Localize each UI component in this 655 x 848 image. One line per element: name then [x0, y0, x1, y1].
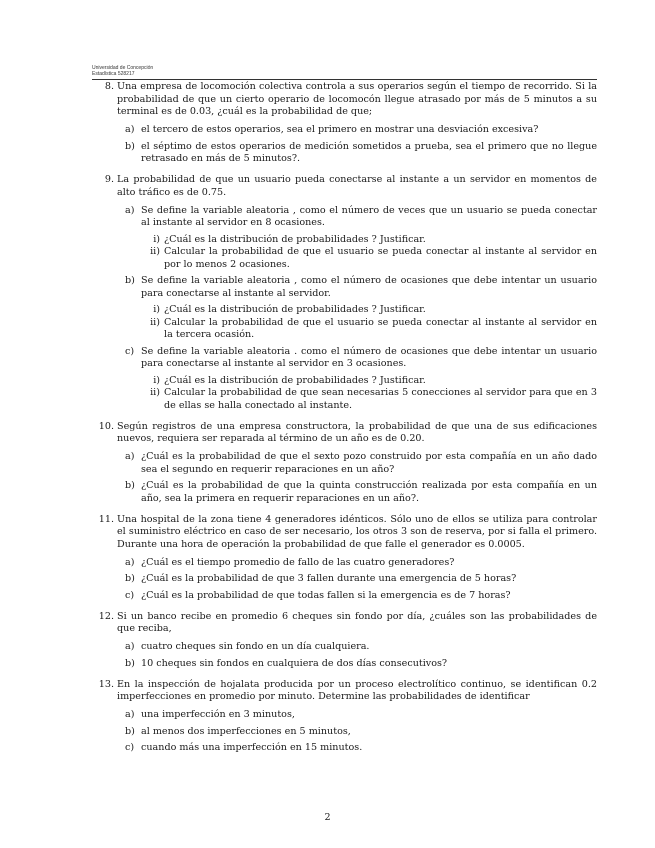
page-number: 2	[324, 812, 331, 823]
item-text: ¿Cuál es el tiempo promedio de fallo de las cuatro generadores?	[141, 556, 455, 568]
header-university: Universidad de Concepción	[92, 65, 154, 71]
subitem-text: Calcular la probabilidad de que sean necesarias 5 conecciones al servidor para que en 3 de ellas se halla conectado al instante.	[164, 387, 597, 411]
item-text: el tercero de estos operarios, sea el primero en mostrar una desviación excesiva?	[141, 124, 539, 135]
subitem-label: ii)	[150, 387, 160, 398]
item-text: Se define la variable aleatoria , como el número de ocasiones que debe intentar un usuario para conectarse al instante al servidor.	[141, 275, 597, 299]
problem-item	[117, 557, 597, 570]
item-label: c)	[125, 742, 135, 753]
problem-item	[117, 480, 597, 505]
header-course: Estadística 528217	[92, 71, 135, 77]
subitem-label: ii)	[150, 316, 160, 328]
item-label: c)	[125, 589, 135, 601]
item-label: b)	[125, 657, 135, 669]
subitem-label: ii)	[150, 246, 160, 257]
problem-item	[117, 275, 597, 342]
subitem	[141, 375, 597, 388]
subitem-text: ¿Cuál es la distribución de probabilidades ? Justificar.	[164, 233, 426, 245]
subitem	[141, 246, 597, 271]
problem-item	[117, 726, 597, 739]
subitem	[141, 317, 597, 342]
item-label: a)	[125, 124, 135, 135]
item-text: ¿Cuál es la probabilidad de que la quinta construcción realizada por esta compañía en un año, sea la primera en requerir reparaciones en un año?.	[141, 480, 597, 504]
problem-item	[117, 205, 597, 272]
item-label: b)	[125, 480, 135, 491]
problem-item	[117, 346, 597, 413]
item-label: c)	[125, 345, 135, 357]
subitem	[141, 304, 597, 317]
problem-item	[117, 141, 597, 166]
item-text: ¿Cuál es la probabilidad de que el sexto pozo construido por esta compañía en un año dado sea el segundo en requerir reparaciones en un año?	[141, 451, 597, 475]
subitem-label: i)	[153, 233, 160, 245]
page-header	[92, 65, 153, 77]
item-text: cuando más una imperfección en 15 minutos.	[141, 742, 363, 753]
problem-statement: La probabilidad de que un usuario pueda conectarse al instante a un servidor en momentos de alto tráfico es de 0.75.	[117, 174, 597, 198]
item-text: 10 cheques sin fondos en cualquiera de dos días consecutivos?	[141, 657, 448, 669]
subitem-text: ¿Cuál es la distribución de probabilidades ? Justificar.	[164, 374, 426, 386]
item-text: al menos dos imperfecciones en 5 minutos,	[141, 725, 351, 737]
item-text: una imperfección en 3 minutos,	[141, 709, 295, 720]
problem-item	[117, 658, 597, 671]
header-rule	[92, 79, 597, 80]
subitem	[141, 234, 597, 247]
problem-number: 9.	[104, 174, 114, 185]
problem-11	[92, 514, 597, 603]
item-label: a)	[125, 709, 135, 720]
problem-item	[117, 451, 597, 476]
problem-8	[92, 81, 597, 166]
item-text: ¿Cuál es la probabilidad de que todas fallen si la emergencia es de 7 horas?	[141, 589, 511, 601]
problem-number: 10.	[98, 420, 114, 432]
problem-10	[92, 421, 597, 506]
subitem-text: Calcular la probabilidad de que el usuario se pueda conectar al instante al servidor en por lo menos 2 ocasiones.	[164, 246, 597, 270]
subitem-label: i)	[153, 374, 160, 386]
item-label: a)	[125, 641, 135, 652]
item-text: Se define la variable aleatoria , como el número de veces que un usuario se pueda conectar al instante al servidor en 8 ocasiones.	[141, 204, 597, 228]
problem-9	[92, 174, 597, 412]
subitem-label: i)	[153, 304, 160, 315]
problem-number: 13.	[98, 678, 114, 690]
problem-statement: Según registros de una empresa constructora, la probabilidad de que una de sus edificaciones nuevos, requiera ser reparada al término de un año es de 0.20.	[117, 420, 597, 444]
item-label: a)	[125, 556, 135, 568]
item-text: el séptimo de estos operarios de medición sometidos a prueba, sea el primero que no llegue retrasado en más de 5 minutos?.	[141, 140, 597, 164]
subitem	[141, 387, 597, 412]
item-text: ¿Cuál es la probabilidad de que 3 fallen durante una emergencia de 5 horas?	[141, 573, 517, 584]
item-label: b)	[125, 725, 135, 737]
problem-item	[117, 124, 597, 137]
item-text: Se define la variable aleatoria . como el número de ocasiones que debe intentar un usuario para conectarse al instante al servidor en 3 ocasiones.	[141, 345, 597, 369]
item-label: a)	[125, 204, 135, 216]
problem-statement: Una empresa de locomoción colectiva controla a sus operarios según el tiempo de recorrido. Si la probabilidad de que un cierto operario de locomocón llegue atrasado por más de 5 minutos a su terminal es de 0.03, ¿cuál es la probabilidad de que;	[117, 81, 597, 117]
problem-number: 8.	[104, 81, 114, 92]
problem-item	[117, 573, 597, 586]
problem-item	[117, 590, 597, 603]
problem-item	[117, 742, 597, 755]
problem-list	[92, 81, 597, 755]
item-label: b)	[125, 275, 135, 286]
problem-statement: En la inspección de hojalata producida por un proceso electrolítico continuo, se identifican 0.2 imperfecciones en promedio por minuto. Determine las probabilidades de identificar	[117, 678, 597, 702]
item-label: a)	[125, 451, 135, 462]
problem-number: 12.	[98, 610, 114, 622]
problem-item	[117, 709, 597, 722]
problem-13	[92, 679, 597, 755]
item-label: b)	[125, 140, 135, 152]
item-text: cuatro cheques sin fondo en un día cualquiera.	[141, 641, 370, 652]
problem-12	[92, 611, 597, 671]
subitem-text: Calcular la probabilidad de que el usuario se pueda conectar al instante al servidor en la tercera ocasión.	[164, 316, 597, 340]
problem-statement: Si un banco recibe en promedio 6 cheques sin fondo por día, ¿cuáles son las probabilidades de que reciba,	[117, 610, 597, 634]
problem-number: 11.	[98, 513, 114, 525]
item-label: b)	[125, 573, 135, 584]
problem-statement: Una hospital de la zona tiene 4 generadores idénticos. Sólo uno de ellos se utiliza para controlar el suministro eléctrico en caso de ser necesario, los otros 3 son de reserva, por si falla el primero. Durante una hora de operación la probabilidad de que falle el generador es 0.0005.	[117, 513, 597, 550]
problem-item	[117, 641, 597, 654]
subitem-text: ¿Cuál es la distribución de probabilidades ? Justificar.	[164, 304, 426, 315]
